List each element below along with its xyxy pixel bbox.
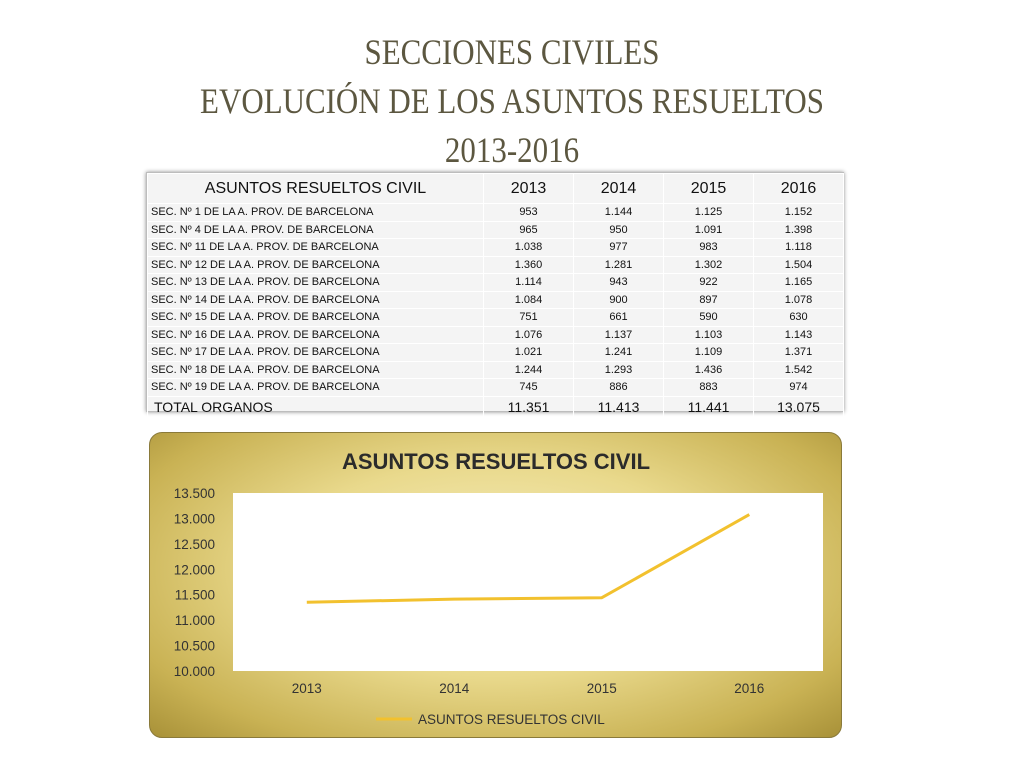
table-header-row <box>148 174 844 204</box>
row-label: SEC. Nº 1 DE LA A. PROV. DE BARCELONA <box>148 204 484 222</box>
row-label: SEC. Nº 18 DE LA A. PROV. DE BARCELONA <box>148 361 484 379</box>
table-cell: 883 <box>664 379 754 397</box>
table-cell: 900 <box>574 291 664 309</box>
table-cell: 1.244 <box>484 361 574 379</box>
table-cell: 983 <box>664 239 754 257</box>
header-cell: 2014 <box>574 174 664 204</box>
table-cell: 1.281 <box>574 256 664 274</box>
y-tick-label: 13.500 <box>173 486 215 501</box>
total-cell: 11.351 <box>484 396 574 417</box>
table-cell: 1.114 <box>484 274 574 292</box>
table-row <box>148 361 844 379</box>
plot-area <box>233 493 823 671</box>
table-row <box>148 204 844 222</box>
total-cell: 11.441 <box>664 396 754 417</box>
y-tick-label: 12.500 <box>173 536 215 552</box>
row-label: SEC. Nº 13 DE LA A. PROV. DE BARCELONA <box>148 274 484 292</box>
table-row <box>148 309 844 327</box>
total-label: TOTAL ORGANOS <box>148 396 484 417</box>
total-cell: 11.413 <box>574 396 664 417</box>
table-cell: 1.118 <box>754 239 844 257</box>
table-cell: 1.144 <box>574 204 664 222</box>
header-cell: 2013 <box>484 174 574 204</box>
table-cell: 1.504 <box>754 256 844 274</box>
table-row <box>148 291 844 309</box>
y-tick-label: 10.000 <box>173 664 215 679</box>
row-label: SEC. Nº 11 DE LA A. PROV. DE BARCELONA <box>148 239 484 257</box>
y-tick-label: 12.000 <box>173 562 215 578</box>
table-cell: 950 <box>574 221 664 239</box>
table-row <box>148 274 844 292</box>
header-cell: 2015 <box>664 174 754 204</box>
y-tick-label: 11.500 <box>174 587 215 603</box>
table-cell: 953 <box>484 204 574 222</box>
y-tick-label: 11.000 <box>174 613 215 629</box>
table-cell: 974 <box>754 379 844 397</box>
table-row <box>148 239 844 257</box>
table-cell: 965 <box>484 221 574 239</box>
table-cell: 1.109 <box>664 344 754 362</box>
table-cell: 630 <box>754 309 844 327</box>
table-cell: 1.360 <box>484 256 574 274</box>
table-cell: 943 <box>574 274 664 292</box>
row-label: SEC. Nº 14 DE LA A. PROV. DE BARCELONA <box>148 291 484 309</box>
table-cell: 1.021 <box>484 344 574 362</box>
row-label: SEC. Nº 15 DE LA A. PROV. DE BARCELONA <box>148 309 484 327</box>
table-row <box>148 256 844 274</box>
table-cell: 1.078 <box>754 291 844 309</box>
table-cell: 1.076 <box>484 326 574 344</box>
header-cell: ASUNTOS RESUELTOS CIVIL <box>148 174 484 204</box>
title-line-3: 2013-2016 <box>444 130 580 170</box>
x-tick-label: 2013 <box>291 681 322 696</box>
chart-panel <box>149 432 842 738</box>
table-cell: 977 <box>574 239 664 257</box>
line-chart <box>150 433 843 739</box>
results-table <box>146 172 844 415</box>
table-cell: 1.436 <box>664 361 754 379</box>
total-cell: 13.075 <box>754 396 844 417</box>
title-line-2: EVOLUCIÓN DE LOS ASUNTOS RESUELTOS <box>200 81 824 121</box>
table-cell: 1.152 <box>754 204 844 222</box>
y-tick-label: 13.000 <box>173 511 215 527</box>
table-cell: 745 <box>484 379 574 397</box>
table-cell: 1.542 <box>754 361 844 379</box>
table-row <box>148 379 844 397</box>
table-cell: 886 <box>574 379 664 397</box>
row-label: SEC. Nº 4 DE LA A. PROV. DE BARCELONA <box>148 221 484 239</box>
table-cell: 1.165 <box>754 274 844 292</box>
table-cell: 1.241 <box>574 344 664 362</box>
table-row <box>148 326 844 344</box>
table-cell: 661 <box>574 309 664 327</box>
page-title <box>72 28 953 175</box>
row-label: SEC. Nº 17 DE LA A. PROV. DE BARCELONA <box>148 344 484 362</box>
row-label: SEC. Nº 12 DE LA A. PROV. DE BARCELONA <box>148 256 484 274</box>
table-row <box>148 344 844 362</box>
table-cell: 1.371 <box>754 344 844 362</box>
table-cell: 1.091 <box>664 221 754 239</box>
table-cell: 922 <box>664 274 754 292</box>
table-cell: 1.302 <box>664 256 754 274</box>
table-cell: 1.038 <box>484 239 574 257</box>
table-cell: 1.143 <box>754 326 844 344</box>
chart-title: ASUNTOS RESUELTOS CIVIL <box>341 449 651 474</box>
table-cell: 1.084 <box>484 291 574 309</box>
x-tick-label: 2016 <box>734 681 765 696</box>
header-cell: 2016 <box>754 174 844 204</box>
table-cell: 897 <box>664 291 754 309</box>
x-tick-label: 2015 <box>586 681 617 696</box>
table-cell: 1.125 <box>664 204 754 222</box>
table-cell: 1.137 <box>574 326 664 344</box>
table-cell: 1.293 <box>574 361 664 379</box>
y-tick-label: 10.500 <box>173 638 215 654</box>
row-label: SEC. Nº 16 DE LA A. PROV. DE BARCELONA <box>148 326 484 344</box>
table-cell: 590 <box>664 309 754 327</box>
table-cell: 1.398 <box>754 221 844 239</box>
table-cell: 751 <box>484 309 574 327</box>
row-label: SEC. Nº 19 DE LA A. PROV. DE BARCELONA <box>148 379 484 397</box>
table-row <box>148 221 844 239</box>
table-cell: 1.103 <box>664 326 754 344</box>
x-tick-label: 2014 <box>439 681 470 696</box>
title-line-1: SECCIONES CIVILES <box>364 32 660 72</box>
table-total-row <box>148 396 844 417</box>
legend-label: ASUNTOS RESUELTOS CIVIL <box>418 712 605 727</box>
